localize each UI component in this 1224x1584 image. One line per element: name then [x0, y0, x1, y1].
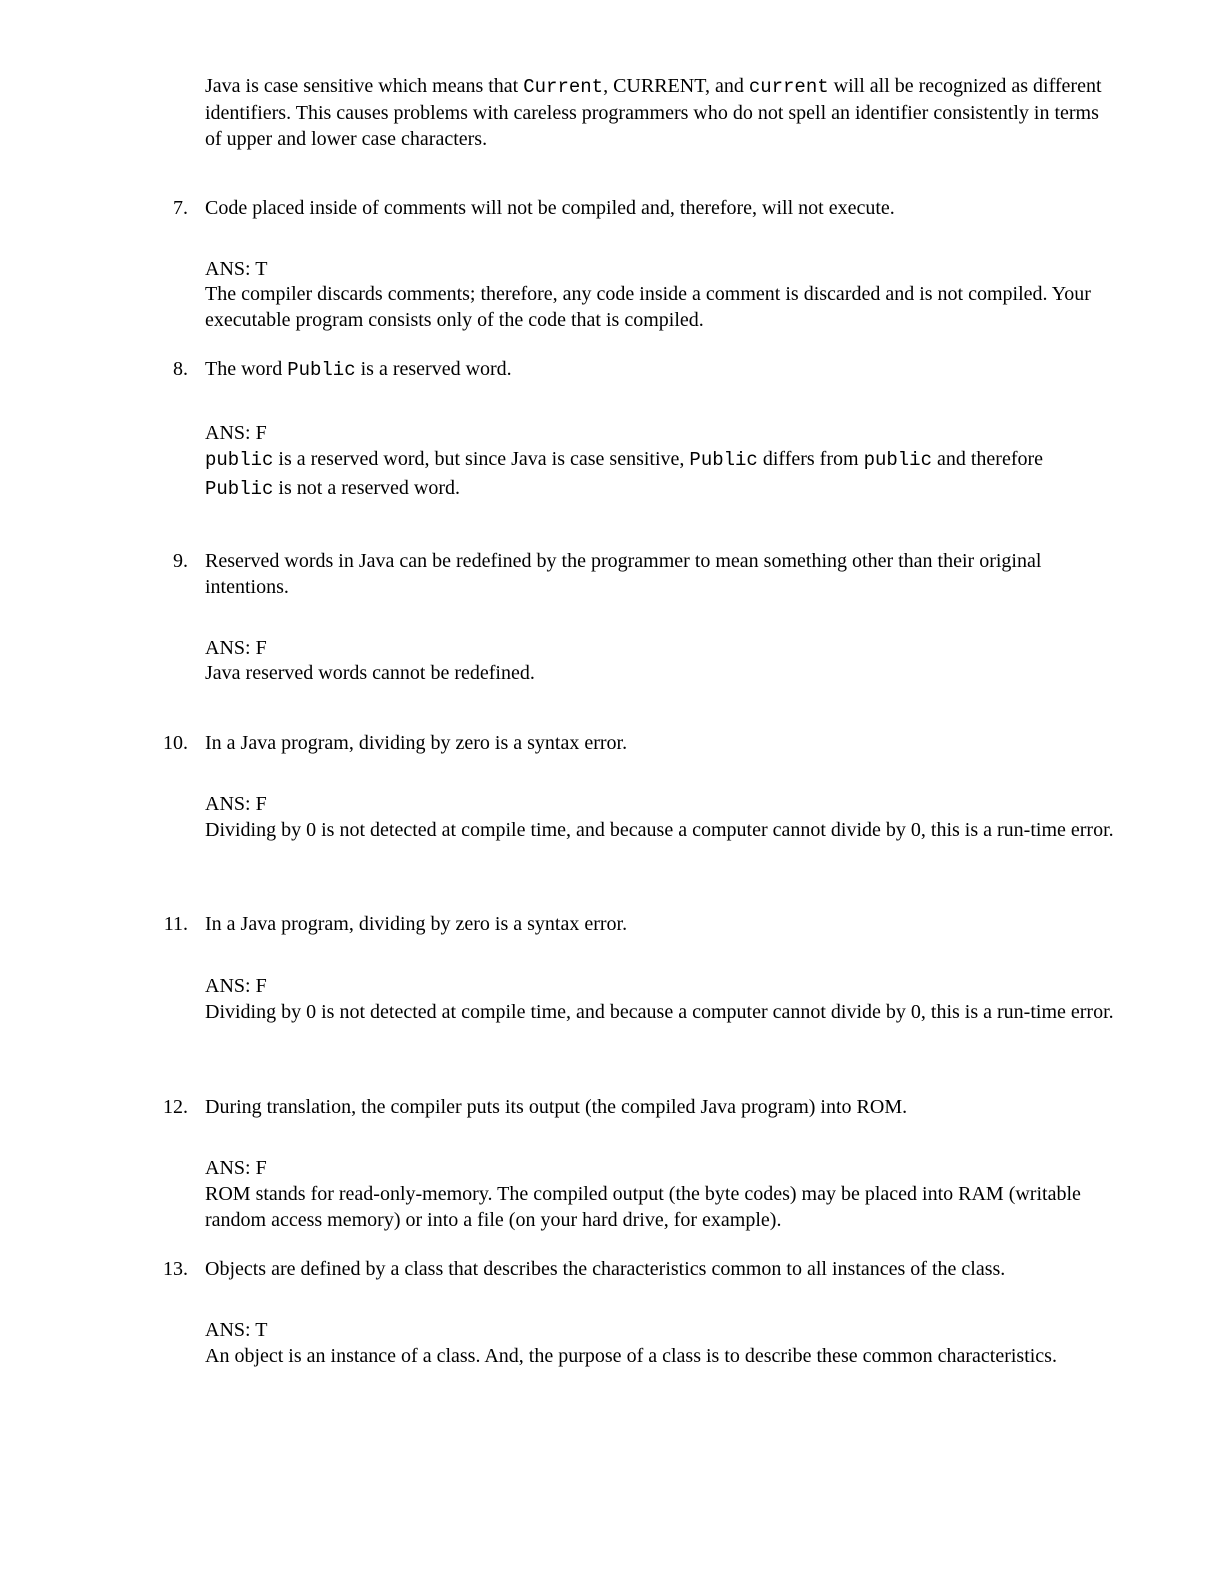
intro-code-3: current [748, 76, 829, 98]
answer-explanation: The compiler discards comments; therefore, any code inside a comment is discarded and is not compiled. Your executable program consists only of the code that is compiled. [205, 283, 1091, 331]
answer-explanation: Dividing by 0 is not detected at compile time, and because a computer cannot divide by 0, this is a run-time error. [205, 1001, 1114, 1023]
question-number: 13. [163, 1258, 188, 1280]
answer-label: ANS: T [205, 258, 268, 280]
answer-label: ANS: F [205, 422, 267, 444]
intro-code-1: Current [523, 76, 604, 98]
intro-code-2: CURRENT [613, 75, 705, 97]
answer-explanation: An object is an instance of a class. And, the purpose of a class is to describe these common characteristics. [205, 1345, 1057, 1367]
intro-explanation [205, 73, 1115, 152]
question-number: 7. [173, 197, 188, 219]
question-number: 11. [163, 913, 188, 935]
question-text: Objects are defined by a class that describes the characteristics common to all instances of the class. [205, 1258, 1006, 1280]
answer-label: ANS: F [205, 637, 267, 659]
answer-label: ANS: T [205, 1319, 268, 1341]
question-text: In a Java program, dividing by zero is a syntax error. [205, 913, 628, 935]
code-term: public [205, 449, 274, 471]
answer-label: ANS: F [205, 793, 267, 815]
answer-label: ANS: F [205, 975, 267, 997]
code-term: Public [205, 478, 274, 500]
question-number: 9. [173, 550, 188, 572]
question-number: 8. [173, 358, 188, 380]
question-text: In a Java program, dividing by zero is a syntax error. [205, 732, 628, 754]
question-number: 10. [163, 732, 188, 754]
answer-explanation: ROM stands for read-only-memory. The compiled output (the byte codes) may be placed into RAM (writable random access memory) or into a file (on your hard drive, for example). [205, 1183, 1081, 1231]
question-number: 12. [163, 1096, 188, 1118]
code-term: Public [689, 449, 758, 471]
answer-label: ANS: F [205, 1157, 267, 1179]
question-text: Code placed inside of comments will not be compiled and, therefore, will not execute. [205, 197, 895, 219]
question-text: During translation, the compiler puts its output (the compiled Java program) into ROM. [205, 1096, 908, 1118]
question-text: The word Public is a reserved word. [205, 358, 512, 381]
intro-text-2: , [603, 75, 614, 97]
answer-explanation: Dividing by 0 is not detected at compile time, and because a computer cannot divide by 0, this is a run-time error. [205, 819, 1114, 841]
intro-text-4: will all be recognized as different identifiers. This causes problems with careless programmers who do not spell an identifier consistently in terms of upper and lower case characters. [205, 75, 1107, 150]
answer-explanation: public is a reserved word, but since Java is case sensitive, Public differs from public and therefore Public is not a reserved word. [205, 448, 1049, 500]
code-term: Public [287, 359, 356, 381]
intro-text-1: Java is case sensitive which means that [205, 75, 524, 97]
code-term: public [863, 449, 932, 471]
question-text: Reserved words in Java can be redefined by the programmer to mean something other than their original intentions. [205, 550, 1042, 598]
intro-text-3: , and [704, 75, 749, 97]
answer-explanation: Java reserved words cannot be redefined. [205, 662, 535, 684]
